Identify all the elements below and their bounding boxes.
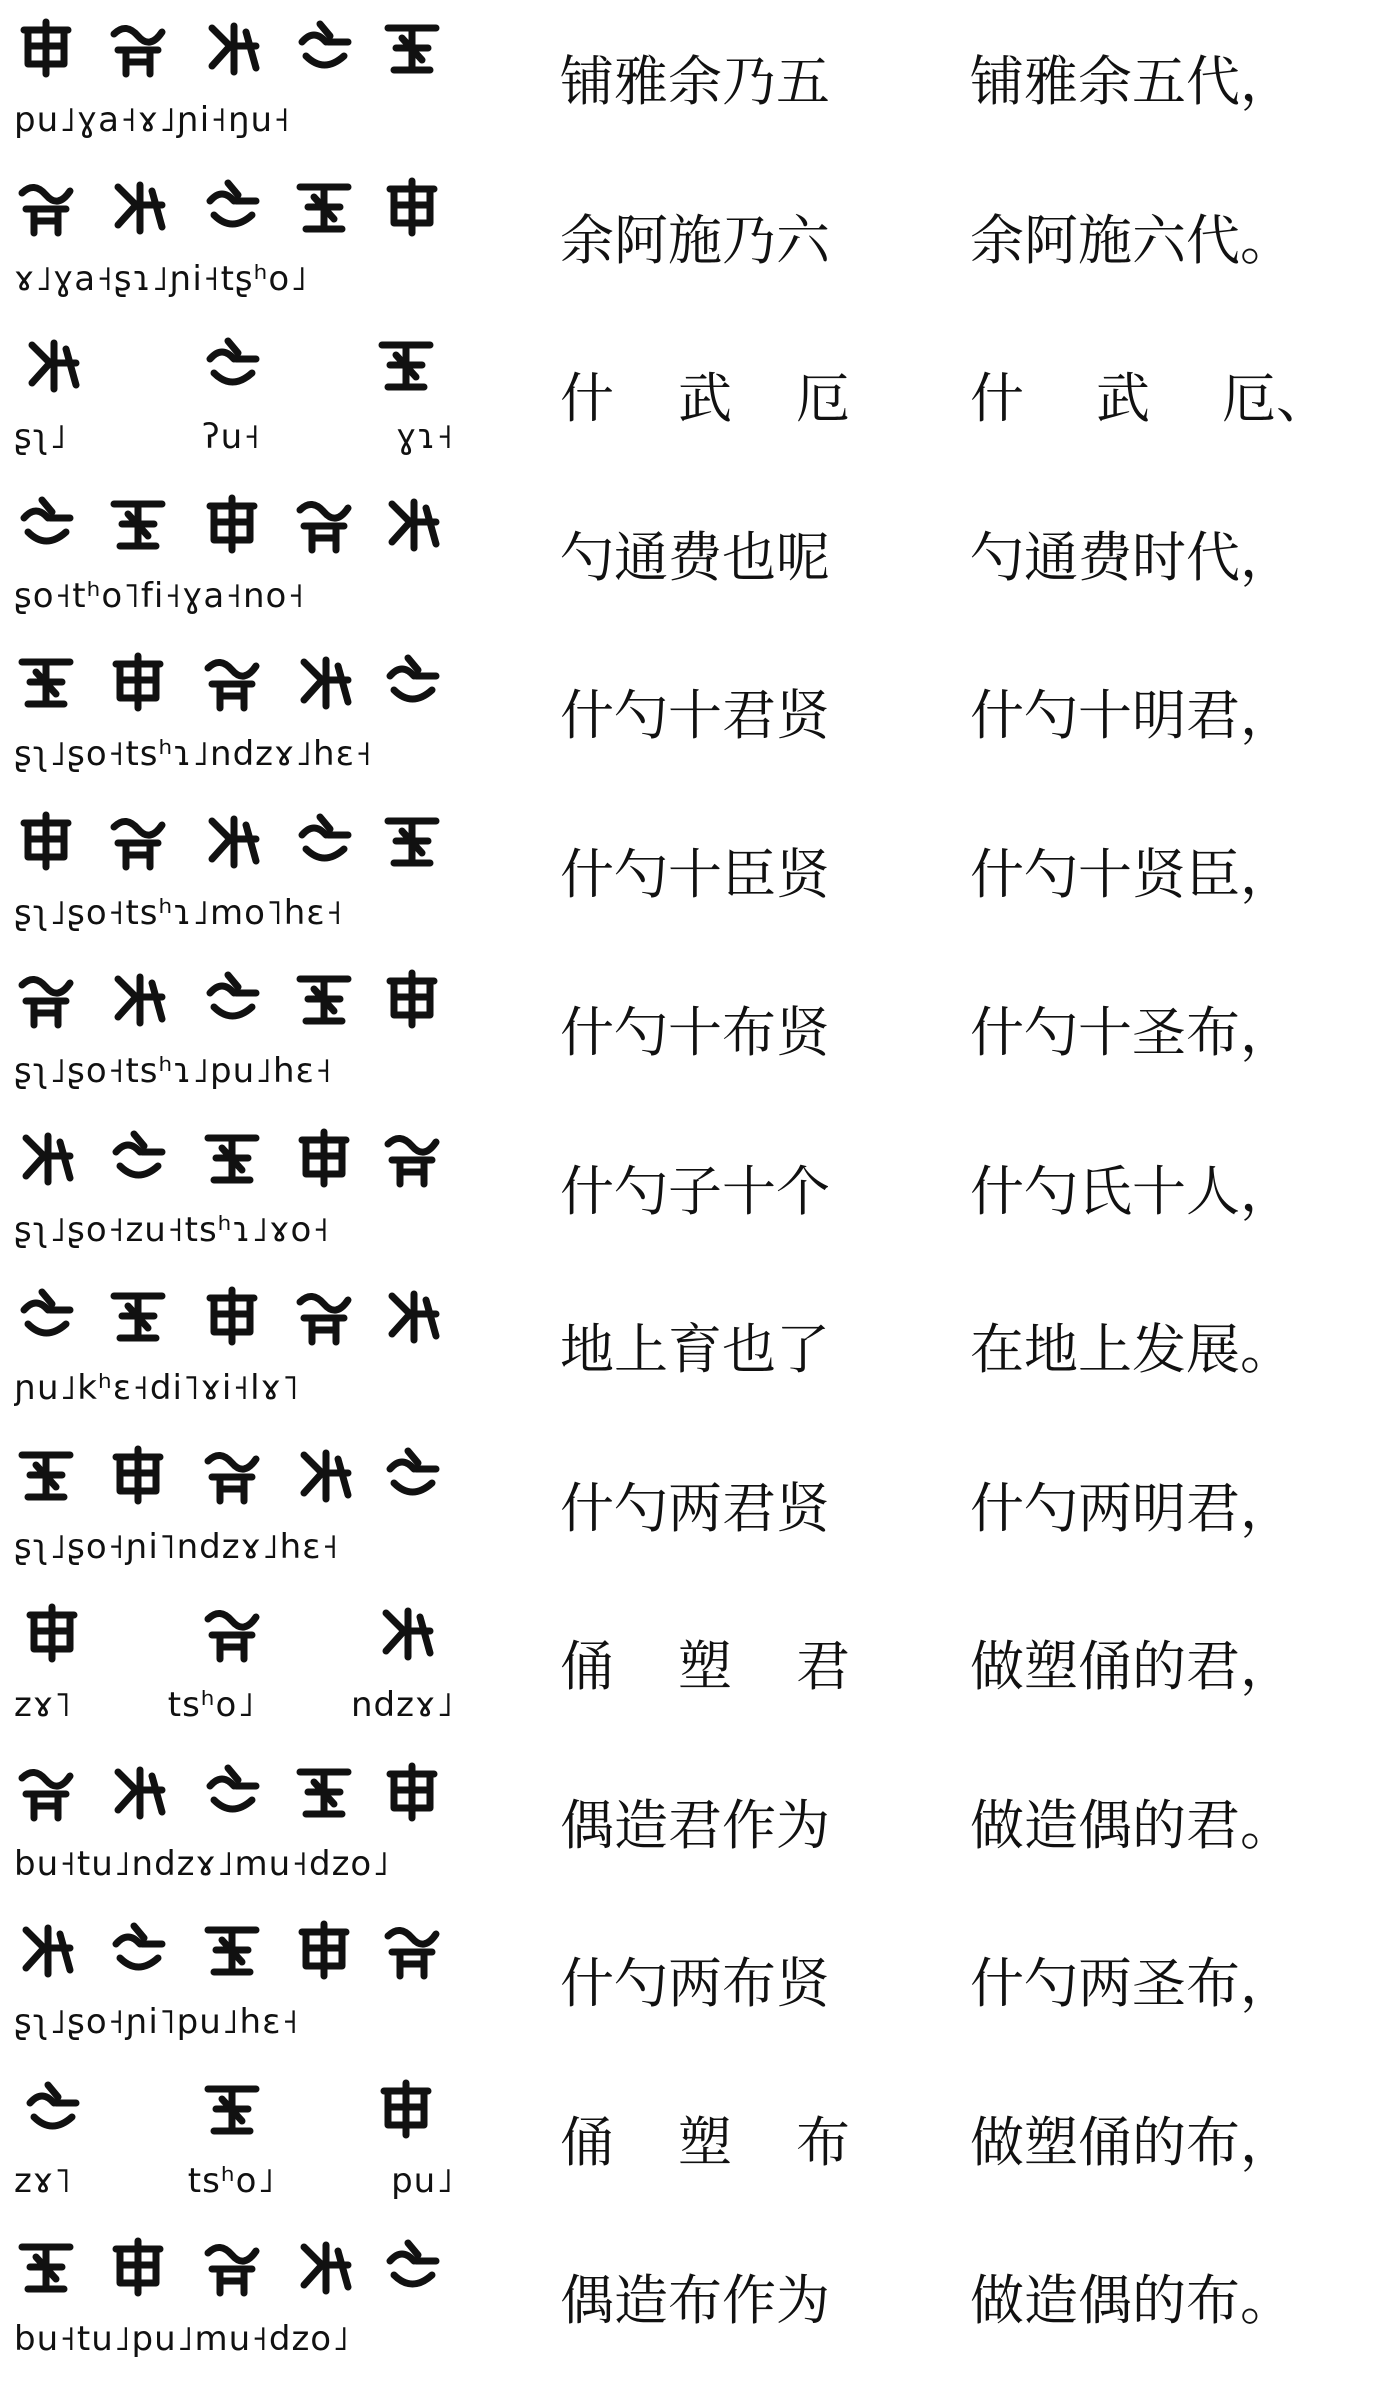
script-glyph <box>380 16 444 88</box>
literal-word: 塑 <box>678 2110 732 2174</box>
script-glyph <box>106 2235 170 2307</box>
script-glyph <box>292 16 356 88</box>
glyph-line <box>14 1601 454 1675</box>
script-cell <box>14 2229 454 2379</box>
script-glyph <box>380 1126 444 1198</box>
literal-translation: 什勺十君贤 <box>560 684 830 747</box>
text-row <box>0 6 1379 164</box>
transliteration-syllable: ʂʅ˩ <box>14 417 68 457</box>
transliteration: ʂʅ˩ʂo˧tsʰɿ˩ndzɤ˩hɛ˧ <box>14 734 373 774</box>
literal-translation: 什勺两布贤 <box>560 1952 830 2015</box>
literal-translation: 什勺两君贤 <box>560 1476 830 1540</box>
script-glyph <box>200 2235 264 2307</box>
free-translation: 在地上发展。 <box>970 1318 1294 1381</box>
transliteration: ʂo˧tʰo˥fi˧ɣa˧no˧ <box>14 575 306 616</box>
literal-word: 布 <box>796 2110 850 2174</box>
script-glyph <box>292 2235 356 2307</box>
script-glyph <box>292 1443 356 1515</box>
transliteration-syllable: pu˩ <box>391 2160 454 2201</box>
script-glyph <box>200 492 264 564</box>
transliteration: ʂʅ˩ʂo˧zu˧tsʰɿ˩ɤo˧ <box>14 1209 331 1250</box>
script-glyph <box>200 809 264 881</box>
literal-word: 什 <box>560 367 614 430</box>
script-glyph <box>106 650 170 722</box>
free-word: 什 <box>970 367 1024 430</box>
script-glyph <box>380 175 444 247</box>
transliteration-syllable: tsʰo˩ <box>187 2160 276 2201</box>
script-glyph <box>14 967 78 1039</box>
transliteration: bu˧tu˩pu˩mu˧dzo˩ <box>14 2319 350 2359</box>
script-glyph <box>106 1760 170 1832</box>
script-glyph <box>106 175 170 247</box>
script-glyph <box>292 1760 356 1832</box>
script-glyph <box>380 809 444 881</box>
glyph-line <box>14 1284 454 1358</box>
script-glyph <box>380 1443 444 1515</box>
script-glyph <box>200 1126 264 1198</box>
text-row <box>0 2067 1379 2225</box>
transliteration-syllable: ndzɤ˩ <box>351 1685 454 1725</box>
script-cell <box>14 1595 454 1745</box>
literal-translation: 什勺十臣贤 <box>560 842 830 906</box>
free-translation: 什勺氏十人， <box>970 1159 1294 1223</box>
free-translation <box>970 359 1330 439</box>
transliteration: ʂʅ˩ʂo˧ɲi˥pu˩hɛ˧ <box>14 2002 300 2042</box>
script-glyph <box>380 1760 444 1832</box>
script-glyph <box>200 1918 264 1990</box>
glyph-line <box>14 16 454 90</box>
script-cell <box>14 327 454 477</box>
script-glyph <box>14 1443 78 1515</box>
script-glyph <box>20 2077 84 2149</box>
transliteration-syllable: zɤ˥ <box>14 1685 72 1725</box>
script-glyph <box>292 1126 356 1198</box>
transliteration-syllable: tsʰo˩ <box>167 1685 256 1725</box>
glyph-line <box>14 1918 454 1992</box>
free-translation: 勺通费时代， <box>970 525 1294 589</box>
glyph-line <box>14 2077 454 2151</box>
glyph-line <box>14 1126 454 1200</box>
script-glyph <box>200 1601 264 1673</box>
free-translation: 铺雅余五代， <box>970 50 1294 113</box>
literal-translation: 什勺子十个 <box>560 1159 830 1223</box>
literal-translation: 地上育也了 <box>560 1318 830 1381</box>
script-cell <box>14 803 454 953</box>
script-glyph <box>200 650 264 722</box>
transliteration <box>14 409 454 465</box>
script-glyph <box>106 809 170 881</box>
free-translation: 什勺十贤臣， <box>970 842 1294 906</box>
script-glyph <box>20 1601 84 1673</box>
free-translation: 什勺两明君， <box>970 1476 1294 1540</box>
free-translation: 做造偶的布。 <box>970 2269 1294 2332</box>
script-glyph <box>106 1126 170 1198</box>
script-glyph <box>374 333 438 405</box>
script-cell <box>14 1278 454 1428</box>
transliteration: ʂʅ˩ʂo˧tsʰɿ˩mo˥hɛ˧ <box>14 892 344 933</box>
literal-word: 厄 <box>796 367 850 430</box>
script-glyph <box>106 16 170 88</box>
text-row <box>0 323 1379 481</box>
transliteration: ʂʅ˩ʂo˧tsʰɿ˩pu˩hɛ˧ <box>14 1051 333 1091</box>
transliteration: ɲu˩kʰɛ˧di˥ɤi˧lɤ˥ <box>14 1368 300 1408</box>
script-glyph <box>106 492 170 564</box>
literal-translation <box>560 2103 850 2183</box>
script-glyph <box>14 2235 78 2307</box>
script-glyph <box>200 1760 264 1832</box>
glyph-line <box>14 967 454 1041</box>
script-cell <box>14 961 454 1111</box>
script-glyph <box>292 1918 356 1990</box>
script-glyph <box>106 1918 170 1990</box>
glyph-line <box>14 650 454 724</box>
script-glyph <box>200 2077 264 2149</box>
transliteration: ɤ˩ɣa˧ʂɿ˩ɲi˧tʂʰo˩ <box>14 258 308 299</box>
script-glyph <box>20 333 84 405</box>
literal-translation: 铺雅余乃五 <box>560 50 830 113</box>
transliteration-syllable: ʔu˧ <box>202 417 261 457</box>
glyph-line <box>14 809 454 883</box>
text-row <box>0 640 1379 798</box>
script-cell <box>14 1120 454 1270</box>
literal-translation <box>560 359 850 439</box>
literal-translation: 勺通费也呢 <box>560 525 830 589</box>
glyph-line <box>14 1443 454 1517</box>
script-glyph <box>380 1284 444 1356</box>
text-row <box>0 799 1379 957</box>
script-cell <box>14 10 454 160</box>
script-glyph <box>380 1918 444 1990</box>
text-row <box>0 2225 1379 2383</box>
text-row <box>0 482 1379 640</box>
script-glyph <box>14 1760 78 1832</box>
literal-word: 俑 <box>560 2110 614 2174</box>
free-translation: 做塑俑的君， <box>970 1635 1294 1698</box>
script-cell <box>14 644 454 794</box>
literal-word: 塑 <box>678 1635 732 1698</box>
free-translation: 做塑俑的布， <box>970 2110 1294 2174</box>
literal-word: 武 <box>678 367 732 430</box>
script-glyph <box>292 1284 356 1356</box>
script-glyph <box>374 2077 438 2149</box>
text-row <box>0 1433 1379 1591</box>
script-glyph <box>200 16 264 88</box>
literal-translation <box>560 1627 850 1707</box>
glyph-line <box>14 492 454 566</box>
script-cell <box>14 169 454 319</box>
script-glyph <box>200 333 264 405</box>
transliteration <box>14 1677 454 1733</box>
script-glyph <box>292 967 356 1039</box>
transliteration-syllable: ɣɿ˧ <box>395 417 454 457</box>
transliteration: ʂʅ˩ʂo˧ɲi˥ndzɤ˩hɛ˧ <box>14 1526 340 1567</box>
script-glyph <box>292 650 356 722</box>
literal-translation: 偶造布作为 <box>560 2269 830 2332</box>
script-glyph <box>14 16 78 88</box>
transliteration: bu˧tu˩ndzɤ˩mu˧dzo˩ <box>14 1843 390 1884</box>
free-translation: 做造偶的君。 <box>970 1793 1294 1857</box>
script-glyph <box>200 1284 264 1356</box>
text-row <box>0 1591 1379 1749</box>
transliteration <box>14 2153 454 2209</box>
text-row <box>0 165 1379 323</box>
script-glyph <box>14 1284 78 1356</box>
script-glyph <box>380 967 444 1039</box>
text-row <box>0 957 1379 1115</box>
script-glyph <box>14 1126 78 1198</box>
script-cell <box>14 2071 454 2221</box>
glyph-line <box>14 2235 454 2309</box>
literal-word: 俑 <box>560 1635 614 1698</box>
free-translation: 什勺十圣布， <box>970 1001 1294 1064</box>
transliteration: pu˩ɣa˧ɤ˩ɲi˧ŋu˧ <box>14 100 291 140</box>
glyph-line <box>14 1760 454 1834</box>
free-translation: 什勺十明君， <box>970 684 1294 747</box>
script-glyph <box>14 650 78 722</box>
script-glyph <box>14 492 78 564</box>
literal-word: 君 <box>796 1635 850 1698</box>
free-translation: 余阿施六代。 <box>970 208 1294 272</box>
script-glyph <box>200 967 264 1039</box>
script-glyph <box>292 809 356 881</box>
literal-translation: 余阿施乃六 <box>560 208 830 272</box>
script-glyph <box>374 1601 438 1673</box>
literal-translation: 什勺十布贤 <box>560 1001 830 1064</box>
script-cell <box>14 1437 454 1587</box>
free-word: 武 <box>1096 367 1150 430</box>
script-glyph <box>14 175 78 247</box>
free-translation: 什勺两圣布， <box>970 1952 1294 2015</box>
text-row <box>0 1274 1379 1432</box>
script-cell <box>14 486 454 636</box>
literal-translation: 偶造君作为 <box>560 1793 830 1857</box>
free-word: 厄、 <box>1222 367 1330 430</box>
script-glyph <box>380 492 444 564</box>
script-glyph <box>14 1918 78 1990</box>
script-glyph <box>292 492 356 564</box>
script-glyph <box>200 175 264 247</box>
script-cell <box>14 1754 454 1904</box>
text-row <box>0 1750 1379 1908</box>
script-glyph <box>14 809 78 881</box>
glyph-line <box>14 333 454 407</box>
text-row <box>0 1908 1379 2066</box>
script-glyph <box>106 1284 170 1356</box>
script-glyph <box>200 1443 264 1515</box>
glyph-line <box>14 175 454 249</box>
transliteration-syllable: zɤ˥ <box>14 2160 72 2201</box>
text-row <box>0 1116 1379 1274</box>
script-glyph <box>292 175 356 247</box>
script-glyph <box>106 1443 170 1515</box>
script-cell <box>14 1912 454 2062</box>
script-glyph <box>106 967 170 1039</box>
script-glyph <box>380 650 444 722</box>
script-glyph <box>380 2235 444 2307</box>
